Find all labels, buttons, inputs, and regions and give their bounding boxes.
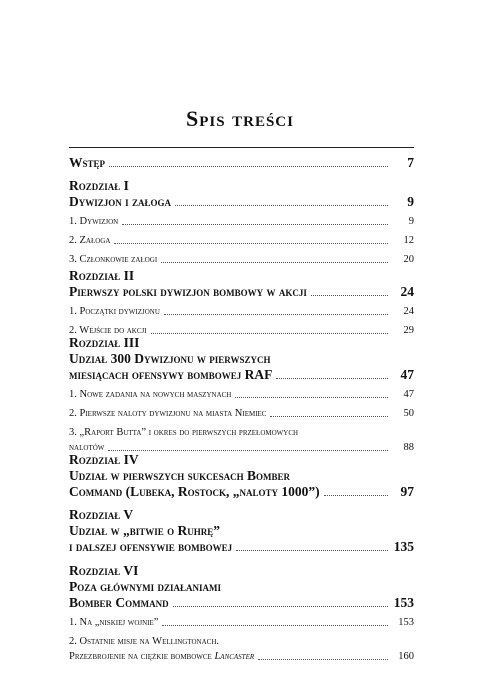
toc-chapter-1 <box>69 178 414 267</box>
chapter-heading[interactable] <box>69 595 414 611</box>
dot-leader <box>108 450 388 451</box>
chapter-label: Rozdział V <box>69 507 134 522</box>
toc-chapter-5 <box>69 507 414 555</box>
entry-page: 20 <box>403 254 414 265</box>
entry-page: 47 <box>400 367 414 382</box>
toc-entry <box>69 649 414 664</box>
dot-leader <box>173 606 388 607</box>
entry-label: 2. Pierwsze naloty dywizjonu na miasta Niemiec <box>69 408 267 419</box>
toc-chapter-4 <box>69 452 414 500</box>
entry-page: 24 <box>400 284 414 299</box>
chapter-heading-text: miesiącach ofensywy bombowej RAF <box>69 367 273 382</box>
dot-leader <box>114 243 388 244</box>
chapter-heading-text: Pierwszy polski dywizjon bombowy w akcji <box>69 284 307 299</box>
toc-entry[interactable] <box>69 615 414 630</box>
toc-chapter-3 <box>69 335 414 455</box>
entry-page: 7 <box>407 155 414 170</box>
dot-leader <box>109 166 388 167</box>
entry-page: 9 <box>408 216 414 227</box>
entry-label: 2. Załoga <box>69 235 111 246</box>
toc-entry-multiline[interactable] <box>69 425 414 455</box>
chapter-heading-line: Udział 300 Dywizjonu w pierwszych <box>69 351 271 366</box>
entry-page: 50 <box>403 408 414 419</box>
entry-page: 135 <box>393 539 414 554</box>
chapter-heading[interactable] <box>69 284 414 300</box>
dot-leader <box>276 378 388 379</box>
entry-label-line: 2. Ostatnie misje na Wellingtonach. <box>69 636 219 647</box>
chapter-heading[interactable] <box>69 539 414 555</box>
entry-label-italic: Lancaster <box>214 651 255 662</box>
entry-page: 160 <box>398 651 414 662</box>
entry-label-line: 3. „Raport Butta” i okres do pierwszych przełomowych <box>69 427 299 438</box>
toc-entry[interactable] <box>69 214 414 229</box>
entry-label-prefix: Przezbrojenie na ciężkie bombowce <box>69 651 215 662</box>
entry-label: 1. Dywizjon <box>69 216 119 227</box>
toc-entry[interactable] <box>69 155 414 171</box>
toc-entry-multiline[interactable] <box>69 634 414 664</box>
entry-label: Wstęp <box>69 155 106 170</box>
chapter-heading-line: Poza głównymi działaniami <box>69 579 222 594</box>
entry-page: 9 <box>407 194 414 209</box>
chapter-heading-text: i dalszej ofensywie bombowej <box>69 539 233 554</box>
title-rule <box>69 147 414 148</box>
toc-entry[interactable] <box>69 406 414 421</box>
entry-page: 47 <box>403 389 414 400</box>
dot-leader <box>164 314 388 315</box>
toc-chapter-6 <box>69 563 414 664</box>
chapter-heading-line: Udział w „bitwie o Ruhrę” <box>69 523 221 538</box>
dot-leader <box>175 205 388 206</box>
chapter-heading[interactable] <box>69 484 414 500</box>
dot-leader <box>151 333 388 334</box>
entry-page: 24 <box>403 306 414 317</box>
dot-leader <box>324 495 388 496</box>
entry-page: 12 <box>403 235 414 246</box>
dot-leader <box>270 416 388 417</box>
entry-label: 1. Początki dywizjonu <box>69 306 160 317</box>
chapter-heading[interactable] <box>69 367 414 383</box>
entry-label: 1. Nowe zadania na nowych maszynach <box>69 389 232 400</box>
chapter-heading-text: Bomber Command <box>69 595 169 610</box>
dot-leader <box>236 550 388 551</box>
dot-leader <box>235 397 388 398</box>
chapter-label: Rozdział IV <box>69 452 139 467</box>
toc-entry[interactable] <box>69 252 414 267</box>
dot-leader <box>122 224 388 225</box>
entry-page: 29 <box>403 325 414 336</box>
toc-intro <box>69 155 414 171</box>
toc-chapter-2 <box>69 268 414 338</box>
toc-entry[interactable] <box>69 233 414 248</box>
dot-leader <box>161 262 388 263</box>
chapter-label: Rozdział III <box>69 335 140 350</box>
chapter-heading[interactable] <box>69 194 414 210</box>
dot-leader <box>162 625 388 626</box>
chapter-heading-text: Dywizjon i załoga <box>69 194 172 209</box>
dot-leader <box>311 295 388 296</box>
chapter-heading-line: Udział w pierwszych sukcesach Bomber <box>69 468 290 483</box>
chapter-heading-text: Command (Lubeka, Rostock, „naloty 1000”) <box>69 484 320 499</box>
dot-leader <box>258 659 388 660</box>
chapter-label: Rozdział II <box>69 268 135 283</box>
chapter-label: Rozdział VI <box>69 563 139 578</box>
entry-page: 97 <box>400 484 414 499</box>
entry-page: 153 <box>398 617 414 628</box>
entry-page: 153 <box>393 595 414 610</box>
entry-label: 2. Wejście do akcji <box>69 325 147 336</box>
entry-page: 88 <box>403 442 414 453</box>
entry-label: 3. Członkowie załogi <box>69 254 158 265</box>
toc-entry[interactable] <box>69 387 414 402</box>
entry-label: nalotów <box>69 442 105 453</box>
entry-label: 1. Na „niskiej wojnie” <box>69 617 159 628</box>
toc-entry[interactable] <box>69 304 414 319</box>
chapter-label: Rozdział I <box>69 178 129 193</box>
page-title: Spis treści <box>186 106 294 131</box>
entry-label <box>69 649 254 664</box>
